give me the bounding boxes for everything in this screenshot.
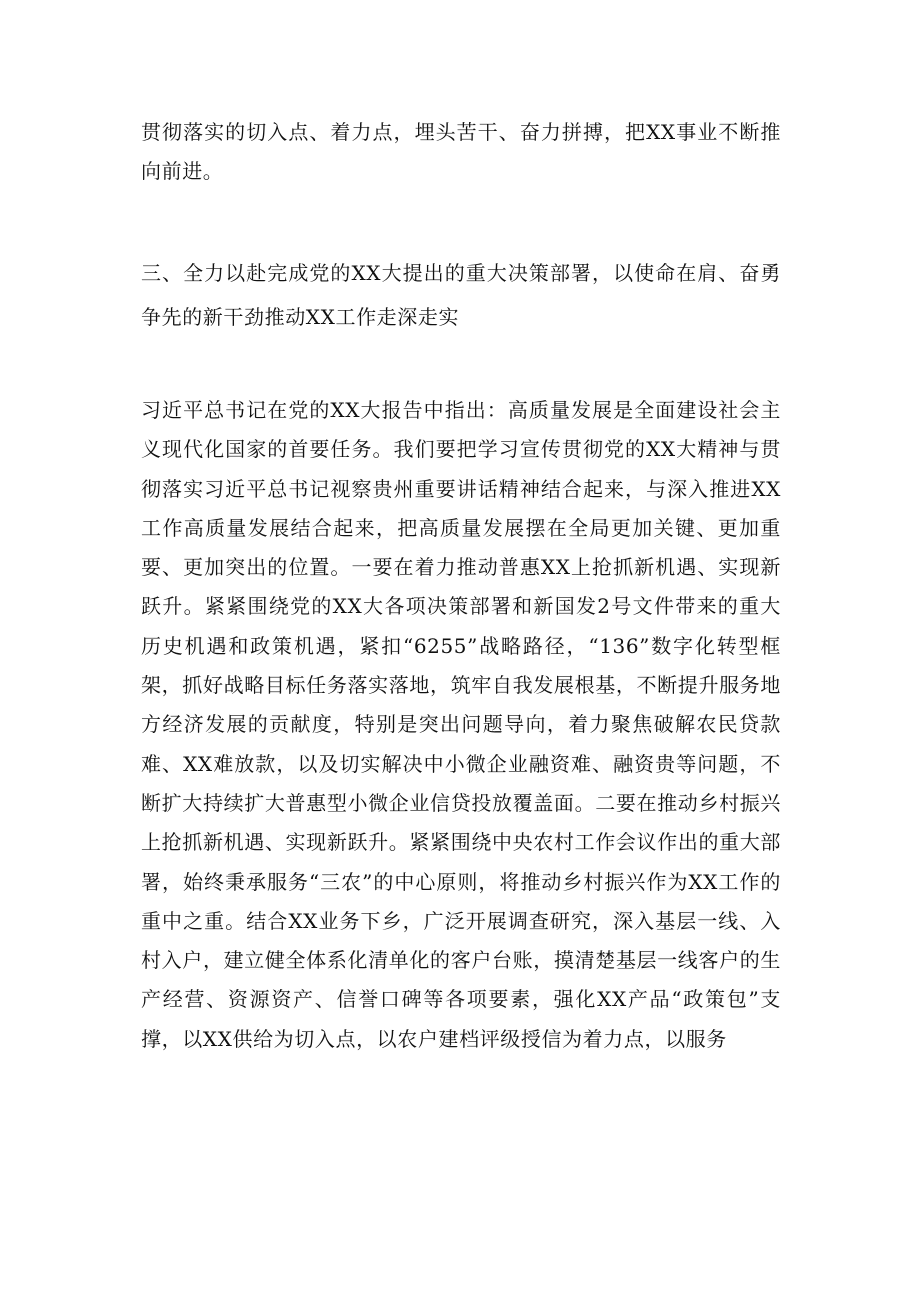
section-heading: 三、全力以赴完成党的XX大提出的重大决策部署，以使命在肩、奋勇争先的新干劲推动XX工作走深走实 <box>141 261 781 329</box>
paragraph-continuation: 贯彻落实的切入点、着力点，埋头苦干、奋力拼搏，把XX事业不断推向前进。 <box>141 120 781 184</box>
paragraph-body: 习近平总书记在党的XX大报告中指出：高质量发展是全面建设社会主义现代化国家的首要任务。我们要把学习宣传贯彻党的XX大精神与贯彻落实习近平总书记视察贵州重要讲话精神结合起来，与深入推进XX工作高质量发展结合起来，把高质量发展摆在全局更加关键、更加重要、更加突出的位置。一要在着力推动普惠XX上抢抓新机遇、实现新跃升。紧紧围绕党的XX大各项决策部署和新国发2号文件带来的重大历史机遇和政策机遇，紧扣“6255”战略路径，“136”数字化转型框架，抓好战略目标任务落实落地，筑牢自我发展根基，不断提升服务地方经济发展的贡献度，特别是突出问题导向，着力聚焦破解农民贷款难、XX难放款，以及切实解决中小微企业融资难、融资贵等问题，不断扩大持续扩大普惠型小微企业信贷投放覆盖面。二要在推动乡村振兴上抢抓新机遇、实现新跃升。紧紧围绕中央农村工作会议作出的重大部署，始终秉承服务“三农”的中心原则，将推动乡村振兴作为XX工作的重中之重。结合XX业务下乡，广泛开展调查研究，深入基层一线、入村入户，建立健全体系化清单化的客户台账，摸清楚基层一线客户的生产经营、资源资产、信誉口碑等各项要素，强化XX产品“政策包”支撑，以XX供给为切入点，以农户建档评级授信为着力点，以服务 <box>141 398 781 1051</box>
